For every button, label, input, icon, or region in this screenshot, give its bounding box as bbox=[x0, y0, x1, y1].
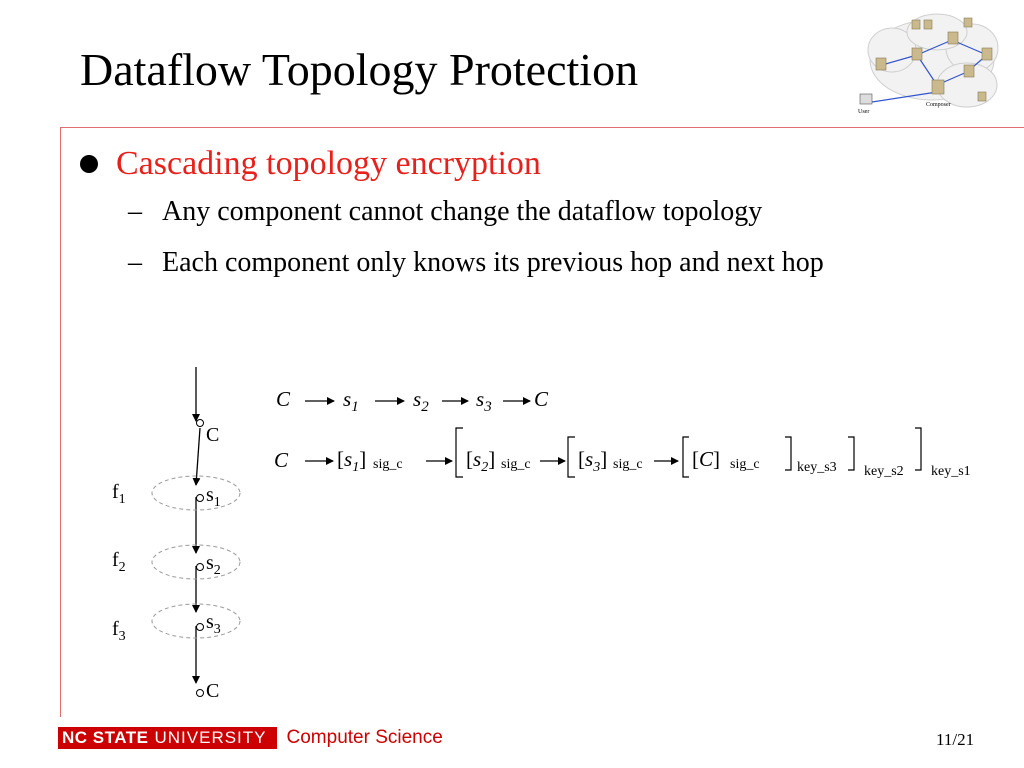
thumb-user-label: User bbox=[858, 109, 870, 115]
onion-key-s1: key_s1 bbox=[931, 464, 971, 479]
chain-s3: $s_3$ bbox=[476, 387, 492, 415]
onion-sig-4: sig_c bbox=[730, 457, 760, 472]
node-circle-s2 bbox=[197, 564, 204, 571]
onion-s1: $[s_1]$ bbox=[337, 447, 367, 475]
onion-sig-1: sig_c bbox=[373, 457, 403, 472]
ncsu-logo bbox=[58, 727, 443, 749]
slide-title: Dataflow Topology Protection bbox=[80, 44, 639, 95]
onion-sig-2: sig_c bbox=[501, 457, 531, 472]
subpoint-text: Any component cannot change the dataflow topology bbox=[162, 196, 763, 227]
node-circle-s1 bbox=[197, 495, 204, 502]
dash-icon: – bbox=[128, 196, 142, 227]
node-label-s1: $s_1$ bbox=[206, 484, 221, 510]
vertical-flow bbox=[196, 367, 200, 683]
bullet-text: Cascading topology encryption bbox=[116, 145, 541, 182]
node-circle-s3 bbox=[197, 624, 204, 631]
onion-key-s3: key_s3 bbox=[797, 460, 837, 475]
onion-key-s2: key_s2 bbox=[864, 464, 904, 479]
logo-department: Computer Science bbox=[286, 727, 443, 748]
flow-label-f2: $f_2$ bbox=[112, 549, 126, 575]
node-label-s3: $s_3$ bbox=[206, 611, 221, 637]
flow-label-f3: $f_3$ bbox=[112, 618, 126, 644]
node-label-c-bottom: C bbox=[206, 680, 220, 702]
page-number: 11/21 bbox=[936, 730, 975, 749]
onion-c-start: C bbox=[274, 448, 289, 472]
logo-nc-state: NC STATE bbox=[58, 727, 154, 749]
flow-label-f1: $f_1$ bbox=[112, 481, 126, 507]
chain-s2: $s_2$ bbox=[413, 387, 429, 415]
onion-sig-3: sig_c bbox=[613, 457, 643, 472]
node-circle-c-bottom bbox=[197, 690, 204, 697]
subpoint-text: Each component only knows its previous hop and next hop bbox=[162, 247, 824, 278]
chain-c-start: C bbox=[276, 387, 291, 411]
node-label-s2: $s_2$ bbox=[206, 552, 221, 578]
thumb-composer-label: Composer bbox=[926, 102, 951, 108]
onion-s2: $[s_2]$ bbox=[466, 447, 496, 475]
chain-s1: $s_1$ bbox=[343, 387, 359, 415]
node-circle-c-top bbox=[197, 420, 204, 427]
node-label-c-top: C bbox=[206, 424, 220, 446]
dash-icon: – bbox=[128, 247, 142, 278]
chain-c-end: C bbox=[534, 387, 549, 411]
onion-s3: $[s_3]$ bbox=[578, 447, 608, 475]
onion-row bbox=[274, 428, 971, 479]
logo-university: UNIVERSITY bbox=[154, 727, 276, 749]
onion-c-inner: [C] bbox=[692, 447, 721, 471]
